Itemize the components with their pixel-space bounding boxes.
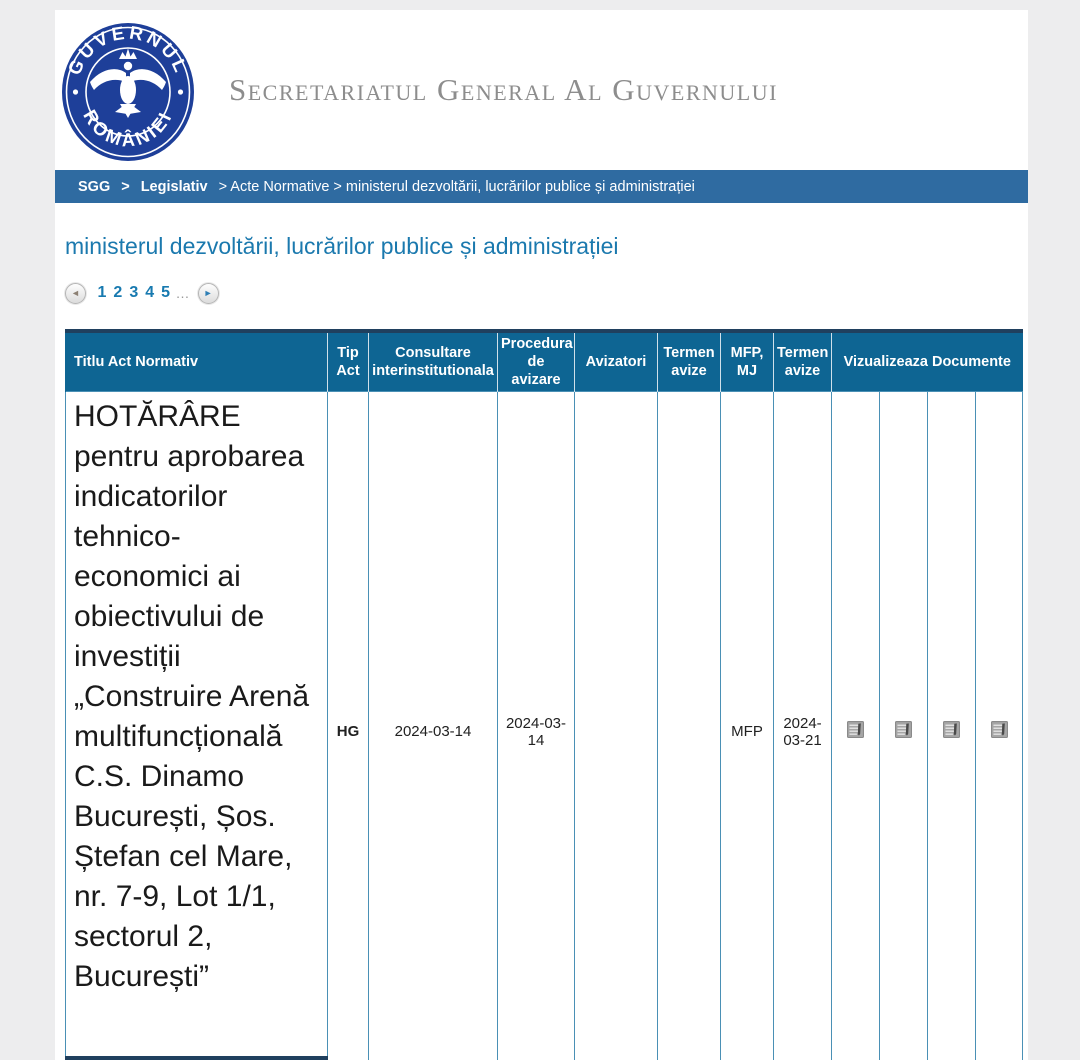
document-icon (847, 721, 864, 738)
seal-bottom-text: ROMÂNIEI (79, 106, 177, 151)
page-number-2[interactable]: 2 (113, 284, 123, 301)
document-link-1[interactable] (832, 392, 880, 1060)
col-header-termen-avize-2: Termen avize (774, 331, 832, 392)
cell-avizatori (575, 392, 658, 1060)
document-link-3[interactable] (928, 392, 976, 1060)
page-content (55, 10, 1028, 1060)
right-arrow-icon: ► (203, 288, 213, 298)
breadcrumb-legislativ[interactable]: Legislativ (140, 178, 208, 195)
pagination (65, 282, 1028, 304)
seal-top-text: GUVERNUL (63, 21, 193, 79)
prev-page-button[interactable] (65, 283, 86, 304)
cell-tip-act: HG (328, 392, 369, 1060)
document-icon (895, 721, 912, 738)
acts-table (65, 329, 1023, 1060)
col-header-consultare: Consultare interinstitutionala (369, 331, 498, 392)
col-header-mfp-mj: MFP, MJ (721, 331, 774, 392)
document-link-2[interactable] (880, 392, 928, 1060)
page-number-3[interactable]: 3 (129, 284, 139, 301)
col-header-procedura: Procedura de avizare (498, 331, 575, 392)
document-icon (991, 721, 1008, 738)
cell-titlu-act: HOTĂRÂRE pentru aprobarea indicatorilor tehnico-economici ai obiectivului de investiții „Construire Arenă multifuncțională C.S. Dinamo București, Șos. Ștefan cel Mare, nr. 7-9, Lot 1/1, sectorul 2, București” (66, 392, 328, 1060)
document-icon (943, 721, 960, 738)
table-header-row (66, 331, 1023, 392)
page-number-5[interactable]: 5 (161, 284, 171, 301)
next-page-button[interactable] (198, 283, 219, 304)
document-link-4[interactable] (976, 392, 1023, 1060)
cell-mfp-mj: MFP (721, 392, 774, 1060)
cell-consultare: 2024-03-14 (369, 392, 498, 1060)
table-row (66, 392, 1023, 1060)
site-header (55, 10, 1028, 170)
pagination-ellipsis: … (175, 285, 191, 301)
col-header-tip-act: Tip Act (328, 331, 369, 392)
page-number-1[interactable]: 1 (97, 284, 107, 301)
guvernul-romaniei-seal[interactable] (57, 18, 199, 166)
col-header-termen-avize-1: Termen avize (658, 331, 721, 392)
breadcrumb-trail[interactable]: > Acte Normative > ministerul dezvoltării, lucrărilor publice și administrației (218, 178, 695, 195)
col-header-titlu: Titlu Act Normativ (66, 331, 328, 392)
seal-svg (57, 18, 199, 166)
next-table-top-border (65, 1056, 328, 1060)
col-header-avizatori: Avizatori (575, 331, 658, 392)
breadcrumb-sgg[interactable]: SGG (78, 178, 111, 195)
breadcrumb (55, 170, 1028, 203)
cell-procedura: 2024-03-14 (498, 392, 575, 1060)
site-title: Secretariatul General Al Guvernului (229, 72, 778, 107)
page-number-4[interactable]: 4 (145, 284, 155, 301)
cell-termen-avize-1 (658, 392, 721, 1060)
cell-termen-avize-2: 2024-03-21 (774, 392, 832, 1060)
col-header-vizualizeaza: Vizualizeaza Documente (832, 331, 1023, 392)
left-arrow-icon: ◄ (71, 288, 80, 298)
breadcrumb-separator: > (121, 178, 130, 195)
page-title: ministerul dezvoltării, lucrărilor publice și administrației (65, 233, 619, 259)
